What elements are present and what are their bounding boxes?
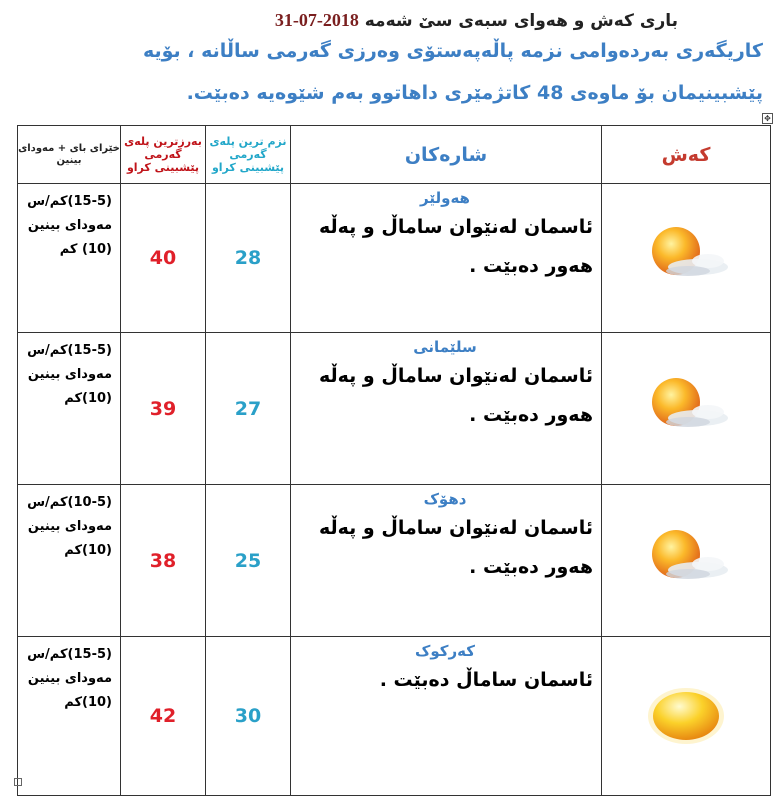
header-min-temp: نزم ترین پلەی گەرمی پێشبینی کراو — [206, 126, 291, 184]
min-temp: 27 — [206, 333, 291, 485]
wind-cell — [18, 637, 121, 796]
table-row — [18, 637, 771, 796]
forecast-desc-line2: هەور دەبێت . — [469, 556, 593, 578]
lead-line-1: کاریگەری بەردەوامی نزمە پاڵەپەستۆی وەرزی گەرمی ساڵانە ، بۆیە — [142, 40, 763, 62]
forecast-desc-line2: هەور دەبێت . — [469, 255, 593, 277]
paragraph-mark-box — [14, 778, 22, 786]
forecast-desc-line2: هەور دەبێت . — [469, 404, 593, 426]
min-temp: 30 — [206, 637, 291, 796]
table-header-row — [18, 126, 771, 184]
sunny-icon — [631, 739, 741, 758]
city-cell — [291, 184, 602, 333]
title-text: باری کەش و هەوای سبەی سێ شەمە — [364, 11, 678, 31]
header-wind: خێرای بای + مەودای بینین — [18, 126, 121, 184]
city-name: هەولێر — [420, 189, 470, 207]
city-name: دهۆک — [423, 490, 467, 508]
max-temp: 38 — [121, 485, 206, 637]
forecast-desc-line1: ئاسمان لەنێوان ساماڵ و پەڵە — [318, 365, 593, 387]
wind-speed: (10-5)کم/س — [27, 495, 112, 510]
page-title — [275, 10, 678, 31]
forecast-desc-line1: ئاسمان ساماڵ دەبێت . — [379, 669, 593, 691]
partly-cloudy-icon — [636, 276, 736, 295]
wind-cell — [18, 333, 121, 485]
visibility-label: مەودای بینین — [27, 218, 112, 233]
table-row — [18, 184, 771, 333]
partly-cloudy-icon — [636, 579, 736, 598]
forecast-table — [17, 125, 771, 796]
forecast-desc-line1: ئاسمان لەنێوان ساماڵ و پەڵە — [318, 517, 593, 539]
visibility-value: (10)کم — [64, 391, 112, 406]
wind-speed: (15-5)کم/س — [27, 647, 112, 662]
partly-cloudy-icon — [636, 427, 736, 446]
wind-speed: (15-5)کم/س — [27, 343, 112, 358]
visibility-value: (10) کم — [59, 242, 112, 257]
header-weather: کەش — [602, 126, 771, 184]
city-name: سلێمانی — [413, 338, 477, 356]
lead-line-2: پێشبینیمان بۆ ماوەی 48 کاتژمێری داهاتوو بەم شێوەیە دەبێت. — [186, 82, 763, 104]
min-temp: 28 — [206, 184, 291, 333]
max-temp: 40 — [121, 184, 206, 333]
table-row — [18, 485, 771, 637]
city-cell — [291, 333, 602, 485]
visibility-value: (10)کم — [64, 695, 112, 710]
weather-icon-cell — [602, 485, 771, 637]
city-cell — [291, 485, 602, 637]
table-row — [18, 333, 771, 485]
max-temp: 39 — [121, 333, 206, 485]
visibility-label: مەودای بینین — [27, 519, 112, 534]
weather-icon-cell — [602, 333, 771, 485]
min-temp: 25 — [206, 485, 291, 637]
wind-speed: (15-5)کم/س — [27, 194, 112, 209]
header-max-temp: بەرزترین پلەی گەرمی پێشبینی کراو — [121, 126, 206, 184]
city-cell — [291, 637, 602, 796]
wind-cell — [18, 184, 121, 333]
city-name: کەرکوک — [415, 642, 475, 660]
wind-cell — [18, 485, 121, 637]
title-date: 2018-07-31 — [274, 10, 359, 30]
forecast-desc-line1: ئاسمان لەنێوان ساماڵ و پەڵە — [318, 216, 593, 238]
weather-icon-cell — [602, 184, 771, 333]
visibility-label: مەودای بینین — [27, 367, 112, 382]
visibility-value: (10)کم — [64, 543, 112, 558]
table-move-handle-icon[interactable]: ✥ — [762, 113, 773, 124]
header-cities: شارەکان — [291, 126, 602, 184]
max-temp: 42 — [121, 637, 206, 796]
weather-icon-cell — [602, 637, 771, 796]
visibility-label: مەودای بینین — [27, 671, 112, 686]
